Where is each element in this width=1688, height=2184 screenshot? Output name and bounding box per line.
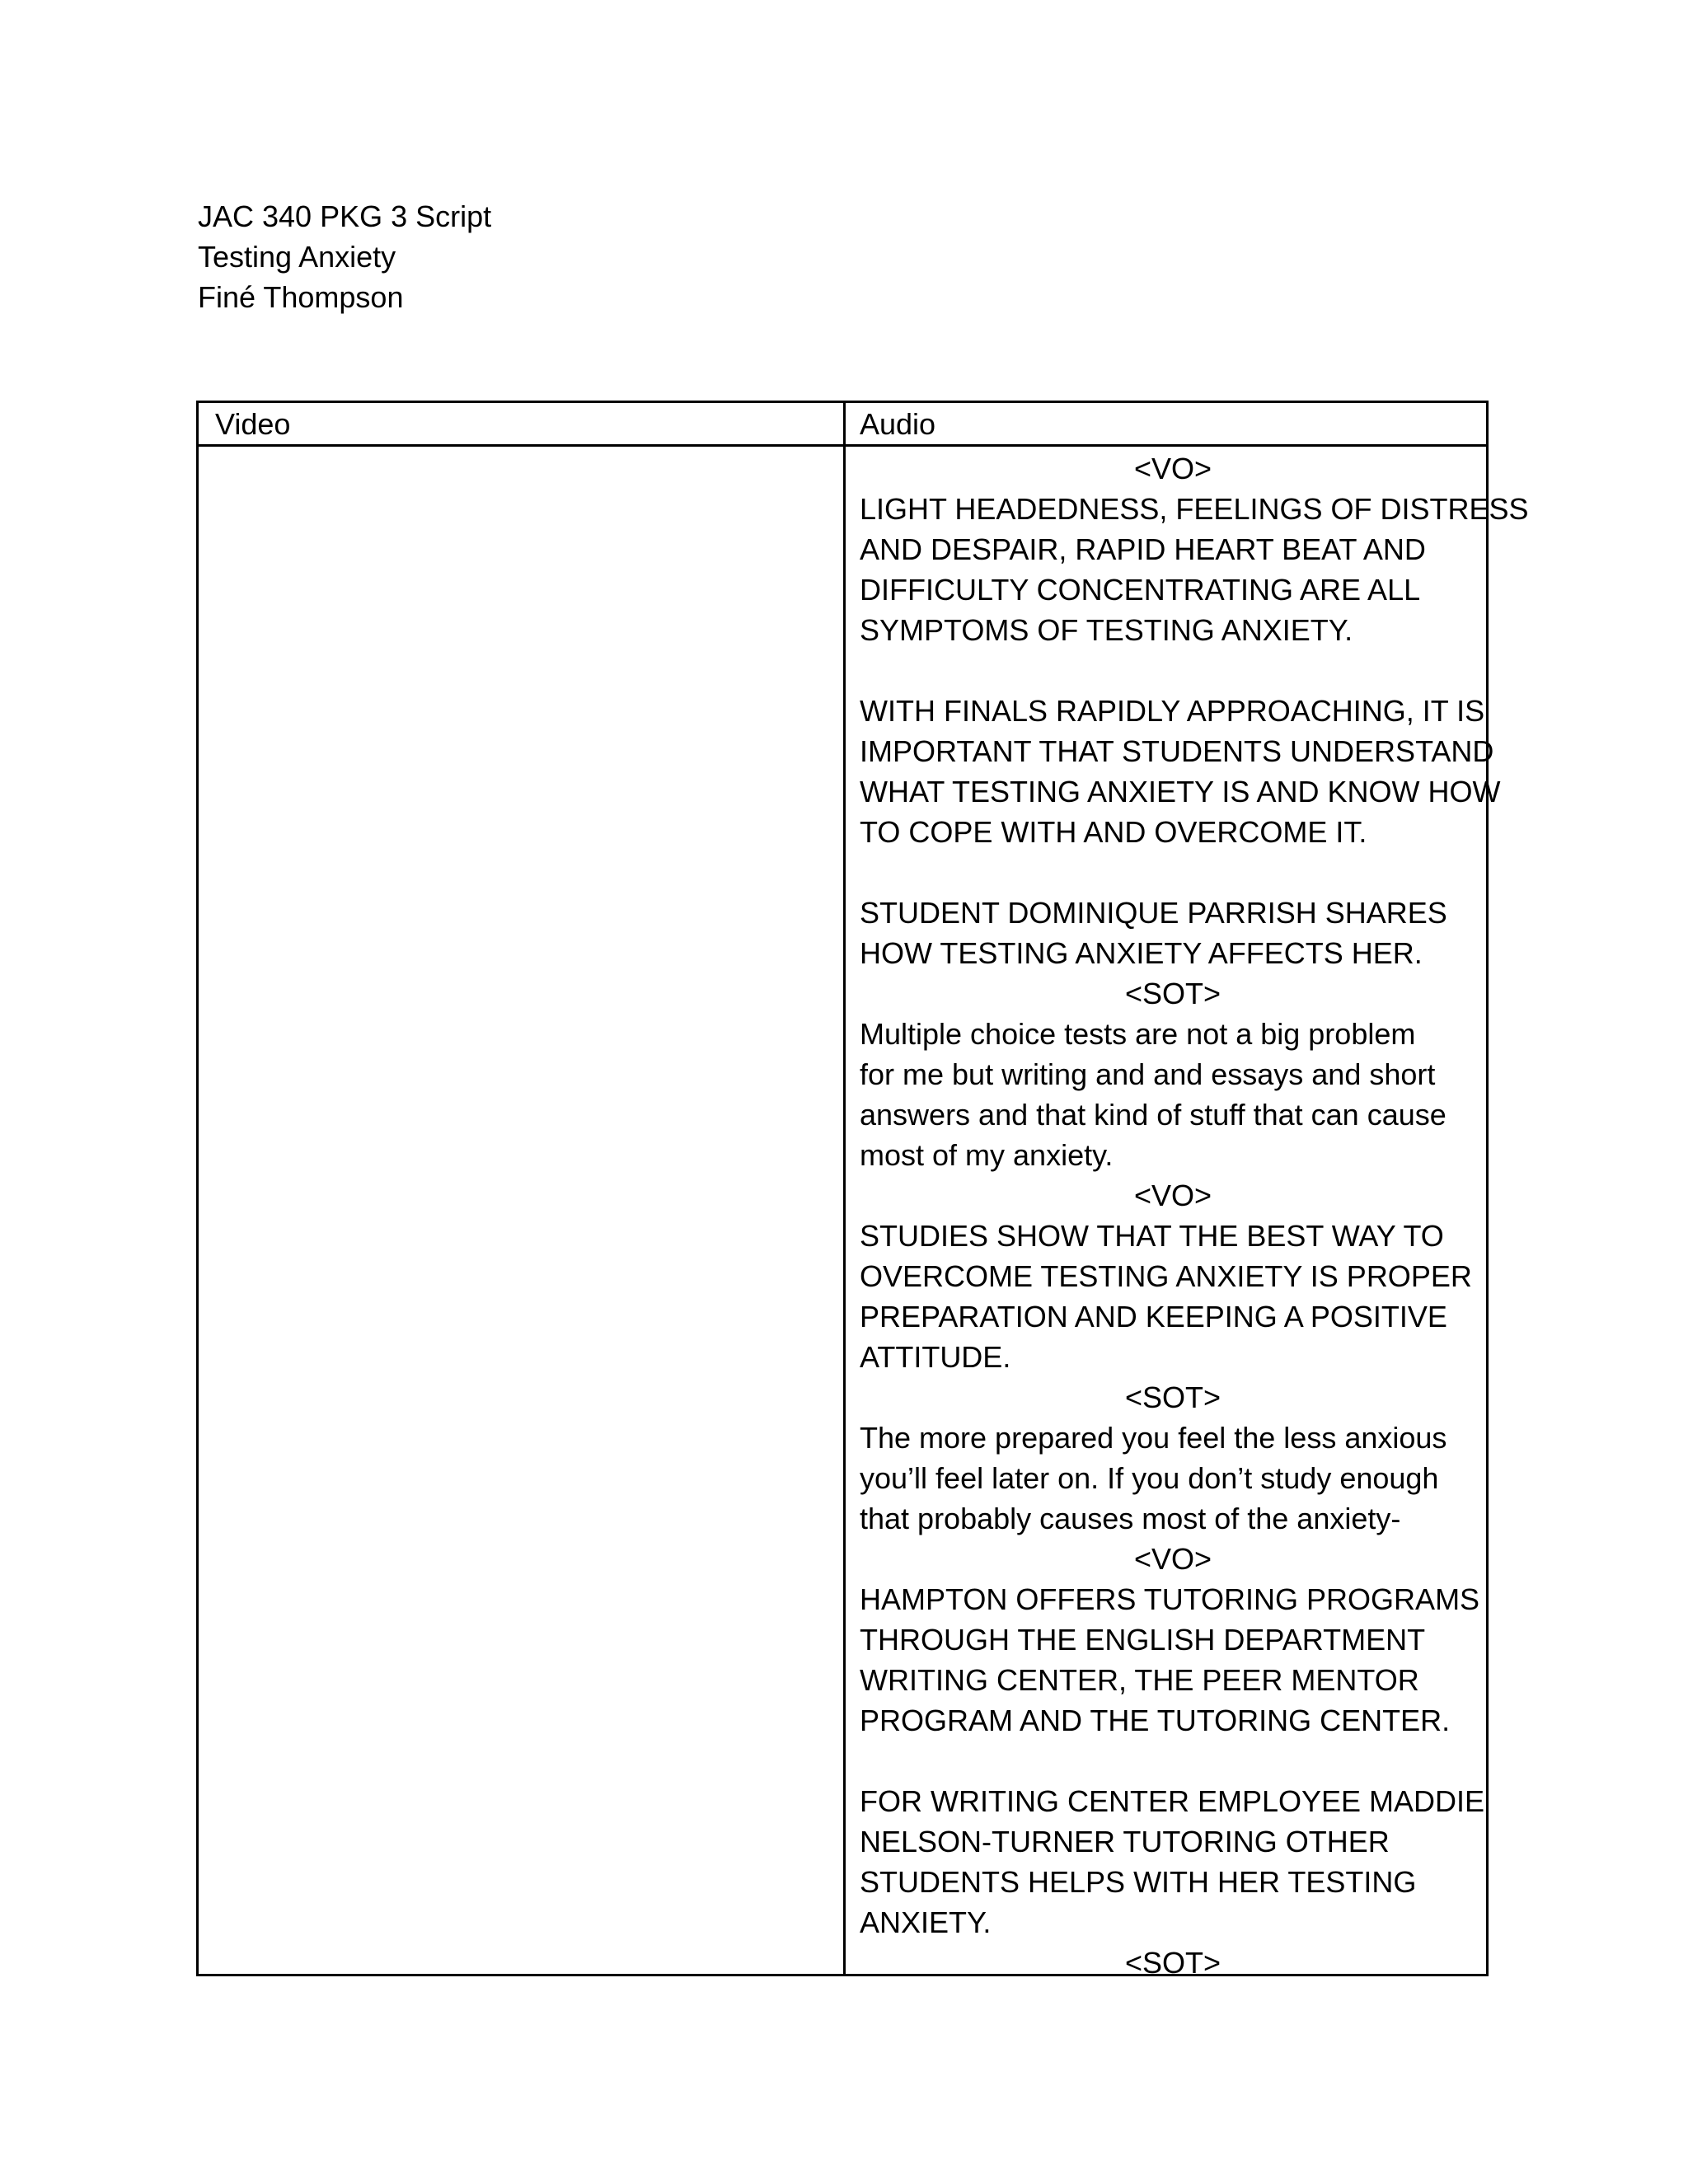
audio-column-content [860,448,1529,1983]
paragraph-gap [860,852,1486,893]
document-header [198,196,491,317]
course-line: JAC 340 PKG 3 Script [198,199,492,233]
column-divider [843,403,846,1974]
audio-script-line: FOR WRITING CENTER EMPLOYEE MADDIE [860,1784,1485,1818]
video-column-header: Video [215,407,291,441]
document-title: Testing Anxiety [198,240,396,274]
audio-script-line: WRITING CENTER, THE PEER MENTOR [860,1663,1419,1697]
audio-script-line: most of my anxiety. [860,1138,1114,1172]
audio-script-line: HAMPTON OFFERS TUTORING PROGRAMS [860,1582,1480,1616]
audio-script-line: PROGRAM AND THE TUTORING CENTER. [860,1704,1451,1737]
audio-script-line: THROUGH THE ENGLISH DEPARTMENT [860,1623,1426,1657]
audio-script-line: IMPORTANT THAT STUDENTS UNDERSTAND [860,734,1494,768]
audio-cue: <VO> [1133,1542,1212,1576]
audio-script-line: WITH FINALS RAPIDLY APPROACHING, IT IS [860,694,1485,728]
audio-script-line: PREPARATION AND KEEPING A POSITIVE [860,1300,1447,1333]
audio-script-line: ANXIETY. [860,1905,992,1939]
audio-script-line: The more prepared you feel the less anxious [860,1421,1447,1455]
paragraph-gap [860,1741,1486,1781]
audio-script-line: STUDIES SHOW THAT THE BEST WAY TO [860,1219,1444,1253]
paragraph-gap [860,650,1486,691]
audio-cue: <VO> [1133,1179,1212,1212]
audio-script-line: WHAT TESTING ANXIETY IS AND KNOW HOW [860,775,1501,808]
author-name: Finé Thompson [198,280,404,314]
audio-script-line: OVERCOME TESTING ANXIETY IS PROPER [860,1259,1472,1293]
audio-script-line: TO COPE WITH AND OVERCOME IT. [860,815,1367,849]
audio-script-line: DIFFICULTY CONCENTRATING ARE ALL [860,573,1421,607]
audio-script-line: for me but writing and and essays and short [860,1057,1436,1091]
audio-script-line: NELSON-TURNER TUTORING OTHER [860,1825,1390,1858]
script-table [196,401,1529,1980]
audio-cue: <SOT> [1124,1946,1221,1980]
audio-cue: <SOT> [1124,1380,1221,1414]
audio-cue: <SOT> [1124,977,1221,1010]
audio-column-header: Audio [860,407,936,441]
audio-script-line: HOW TESTING ANXIETY AFFECTS HER. [860,936,1423,970]
audio-script-line: answers and that kind of stuff that can cause [860,1098,1447,1132]
audio-script-line: STUDENT DOMINIQUE PARRISH SHARES [860,896,1447,930]
audio-script-line: SYMPTOMS OF TESTING ANXIETY. [860,613,1353,647]
audio-script-line: AND DESPAIR, RAPID HEART BEAT AND [860,532,1426,566]
audio-script-line: that probably causes most of the anxiety- [860,1502,1401,1535]
header-row-divider [199,444,1486,447]
audio-script-line: Multiple choice tests are not a big problem [860,1017,1416,1051]
audio-script-line: LIGHT HEADEDNESS, FEELINGS OF DISTRESS [860,492,1529,526]
audio-script-line: ATTITUDE. [860,1340,1011,1374]
audio-cue: <VO> [1133,452,1212,485]
audio-script-line: you’ll feel later on. If you don’t study enough [860,1461,1439,1495]
audio-script-line: STUDENTS HELPS WITH HER TESTING [860,1865,1417,1899]
